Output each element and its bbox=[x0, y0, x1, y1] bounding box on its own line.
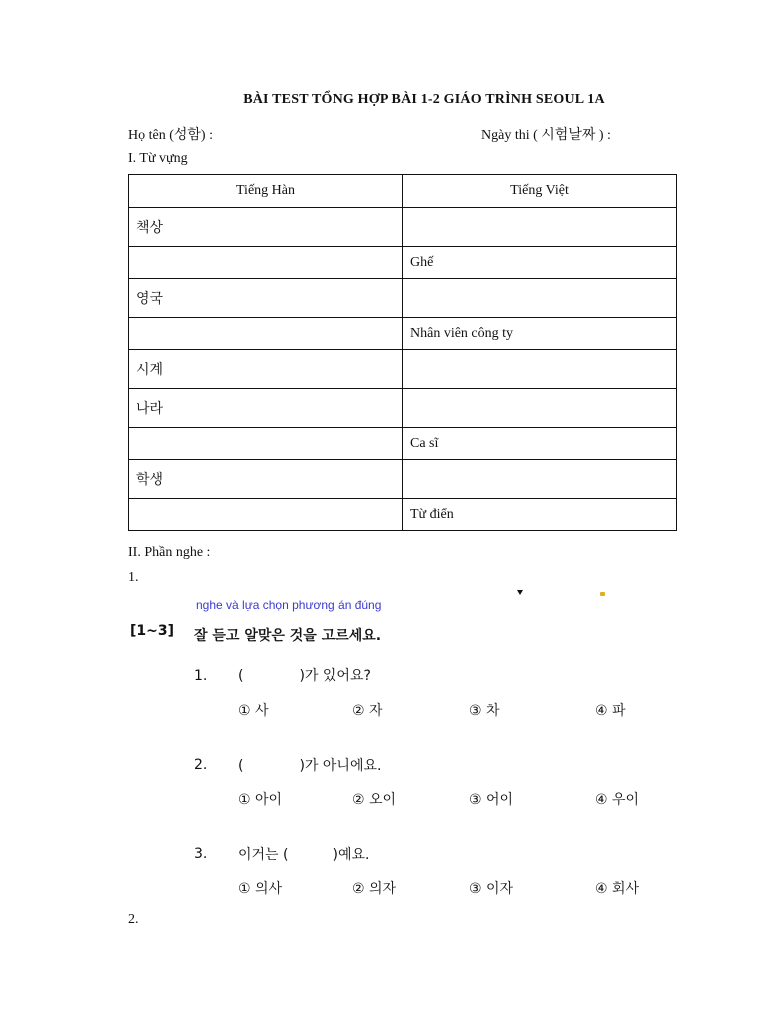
arrow-down-icon bbox=[517, 590, 523, 595]
vietnamese-cell[interactable] bbox=[403, 460, 677, 499]
table-row bbox=[129, 318, 677, 350]
korean-cell[interactable] bbox=[129, 428, 403, 460]
question-2-text: ( )가 아니에요. bbox=[238, 758, 382, 774]
option-3-3[interactable]: ③ 이자 bbox=[469, 881, 514, 897]
vietnamese-cell[interactable]: Từ điển bbox=[403, 499, 677, 531]
korean-cell[interactable] bbox=[129, 499, 403, 531]
vietnamese-cell[interactable]: Ghế bbox=[403, 247, 677, 279]
korean-cell[interactable] bbox=[129, 247, 403, 279]
option-2-2[interactable]: ② 오이 bbox=[352, 792, 397, 808]
name-label: Họ tên (성함) : bbox=[128, 128, 213, 143]
korean-cell[interactable]: 영국 bbox=[129, 279, 403, 318]
column-header-vietnamese: Tiếng Việt bbox=[403, 175, 677, 208]
option-1-1[interactable]: ① 사 bbox=[238, 703, 269, 719]
korean-cell[interactable]: 학생 bbox=[129, 460, 403, 499]
table-row bbox=[129, 389, 677, 428]
highlight-mark-icon bbox=[600, 592, 605, 596]
table-row bbox=[129, 208, 677, 247]
option-2-4[interactable]: ④ 우이 bbox=[595, 792, 640, 808]
vocabulary-table bbox=[128, 174, 677, 531]
option-3-1[interactable]: ① 의사 bbox=[238, 881, 283, 897]
vietnamese-cell[interactable] bbox=[403, 350, 677, 389]
section-listening-heading: II. Phần nghe : bbox=[128, 545, 211, 560]
question-3-text: 이거는 ( )예요. bbox=[238, 847, 370, 863]
option-1-2[interactable]: ② 자 bbox=[352, 703, 383, 719]
option-3-4[interactable]: ④ 회사 bbox=[595, 881, 640, 897]
table-header-row bbox=[129, 175, 677, 208]
vietnamese-cell[interactable] bbox=[403, 208, 677, 247]
korean-cell[interactable]: 나라 bbox=[129, 389, 403, 428]
question-range-label: [1~3] bbox=[130, 623, 175, 639]
vietnamese-cell[interactable] bbox=[403, 279, 677, 318]
item-number-1: 1. bbox=[128, 570, 139, 585]
table-row bbox=[129, 350, 677, 389]
option-1-4[interactable]: ④ 파 bbox=[595, 703, 626, 719]
vietnamese-cell[interactable]: Ca sĩ bbox=[403, 428, 677, 460]
option-1-3[interactable]: ③ 차 bbox=[469, 703, 500, 719]
table-row bbox=[129, 499, 677, 531]
document-title: BÀI TEST TỔNG HỢP BÀI 1-2 GIÁO TRÌNH SEOUL 1A bbox=[243, 92, 605, 107]
listening-instruction: 잘 듣고 알맞은 것을 고르세요. bbox=[194, 628, 382, 644]
item-number-2: 2. bbox=[128, 912, 139, 927]
table-row bbox=[129, 247, 677, 279]
option-2-1[interactable]: ① 아이 bbox=[238, 792, 283, 808]
korean-cell[interactable]: 시계 bbox=[129, 350, 403, 389]
question-1-text: ( )가 있어요? bbox=[238, 668, 371, 684]
table-row bbox=[129, 279, 677, 318]
option-3-2[interactable]: ② 의자 bbox=[352, 881, 397, 897]
question-1-number: 1. bbox=[194, 668, 208, 684]
vietnamese-cell[interactable]: Nhân viên công ty bbox=[403, 318, 677, 350]
listening-hint: nghe và lựa chọn phương án đúng bbox=[196, 598, 382, 612]
korean-cell[interactable]: 책상 bbox=[129, 208, 403, 247]
korean-cell[interactable] bbox=[129, 318, 403, 350]
table-row bbox=[129, 428, 677, 460]
question-2-number: 2. bbox=[194, 757, 208, 773]
question-3-number: 3. bbox=[194, 846, 208, 862]
column-header-korean: Tiếng Hàn bbox=[129, 175, 403, 208]
table-row bbox=[129, 460, 677, 499]
date-label: Ngày thi ( 시험날짜 ) : bbox=[481, 128, 611, 143]
option-2-3[interactable]: ③ 어이 bbox=[469, 792, 514, 808]
vietnamese-cell[interactable] bbox=[403, 389, 677, 428]
section-vocabulary-heading: I. Từ vựng bbox=[128, 151, 188, 166]
